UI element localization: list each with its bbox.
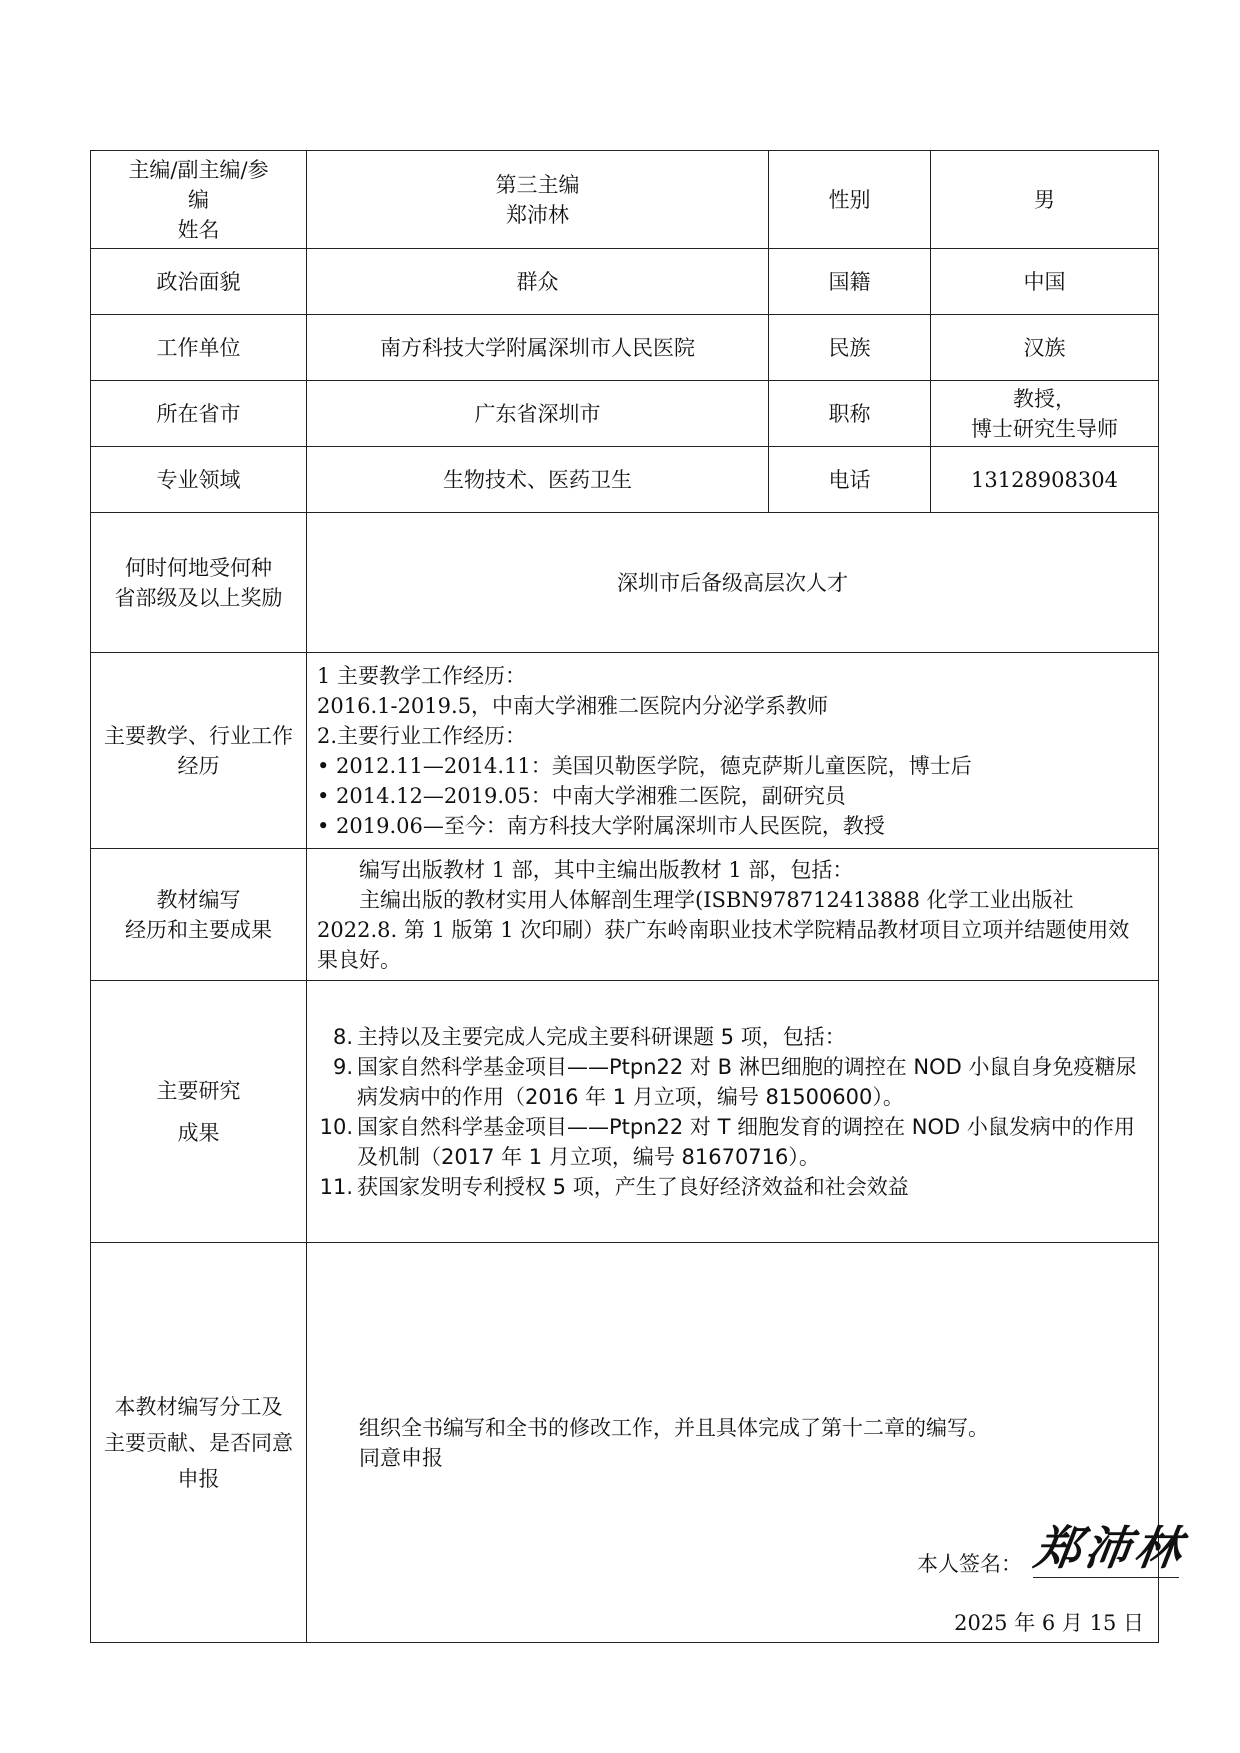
nationality-value: 中国 [931, 249, 1159, 315]
experience-line: • 2019.06—至今：南方科技大学附属深圳市人民医院，教授 [317, 813, 885, 838]
textbook-para: 编写出版教材 1 部，其中主编出版教材 1 部，包括： [359, 857, 854, 882]
signature-label: 本人签名： [917, 1552, 1022, 1576]
work-label: 工作单位 [91, 315, 307, 381]
row-name [91, 151, 1159, 249]
awards-label: 何时何地受何种 省部级及以上奖励 [91, 513, 307, 653]
work-value: 南方科技大学附属深圳市人民医院 [307, 315, 769, 381]
row-politics [91, 249, 1159, 315]
research-item: 9. 国家自然科学基金项目——Ptpn22 对 B 淋巴细胞的调控在 NOD 小鼠自身免疫糖尿病发病中的作用（2016 年 1 月立项，编号 81500600）。 [332, 1054, 1137, 1109]
title-label: 职称 [769, 381, 931, 447]
research-content [307, 981, 1159, 1243]
contribution-label: 本教材编写分工及 主要贡献、是否同意 申报 [91, 1243, 307, 1643]
politics-value: 群众 [307, 249, 769, 315]
row-field [91, 447, 1159, 513]
experience-line: • 2012.11—2014.11：美国贝勒医学院，德克萨斯儿童医院，博士后 [317, 753, 972, 778]
politics-label: 政治面貌 [91, 249, 307, 315]
province-value: 广东省深圳市 [307, 381, 769, 447]
research-item: 10. 国家自然科学基金项目——Ptpn22 对 T 细胞发育的调控在 NOD 小鼠发病中的作用及机制（2017 年 1 月立项，编号 81670716）。 [319, 1114, 1135, 1169]
gender-value: 男 [931, 151, 1159, 249]
experience-label: 主要教学、行业工作 经历 [91, 653, 307, 849]
signature-block [917, 1521, 1197, 1581]
field-value: 生物技术、医药卫生 [307, 447, 769, 513]
contribution-content [307, 1243, 1189, 1643]
experience-line: 1 主要教学工作经历： [317, 663, 527, 688]
research-item: 11. 获国家发明专利授权 5 项，产生了良好经济效益和社会效益 [319, 1174, 909, 1199]
row-contribution [91, 1243, 1159, 1643]
phone-label: 电话 [769, 447, 931, 513]
row-textbook [91, 849, 1159, 981]
sign-date: 2025 年 6 月 15 日 [954, 1611, 1144, 1635]
ethnicity-value: 汉族 [931, 315, 1159, 381]
gender-label: 性别 [769, 151, 931, 249]
row-province [91, 381, 1159, 447]
contribution-para: 同意申报 [359, 1445, 443, 1470]
experience-line: 2.主要行业工作经历： [317, 723, 527, 748]
textbook-para: 主编出版的教材实用人体解剖生理学(ISBN978712413888 化学工业出版社 2022.8. 第 1 版第 1 次印刷）获广东岭南职业技术学院精品教材项目立项并结题使用效果良好。 [317, 887, 1130, 972]
research-label: 主要研究 成果 [91, 981, 307, 1243]
experience-content [307, 653, 1159, 849]
name-value: 第三主编 郑沛林 [307, 151, 769, 249]
title-value: 教授， 博士研究生导师 [931, 381, 1159, 447]
application-form [90, 150, 1189, 1643]
experience-line: 2016.1-2019.5，中南大学湘雅二医院内分泌学系教师 [317, 693, 829, 718]
name-label: 主编/副主编/参 编 姓名 [91, 151, 307, 249]
handwritten-signature: 郑沛林 [1031, 1521, 1189, 1575]
row-awards [91, 513, 1159, 653]
contribution-para: 组织全书编写和全书的修改工作，并且具体完成了第十二章的编写。 [359, 1415, 989, 1440]
awards-value: 深圳市后备级高层次人才 [307, 513, 1159, 653]
phone-value: 13128908304 [931, 447, 1159, 513]
row-work [91, 315, 1159, 381]
row-experience [91, 653, 1159, 849]
research-item: 8. 主持以及主要完成人完成主要科研课题 5 项，包括： [332, 1024, 846, 1049]
province-label: 所在省市 [91, 381, 307, 447]
ethnicity-label: 民族 [769, 315, 931, 381]
nationality-label: 国籍 [769, 249, 931, 315]
experience-line: • 2014.12—2019.05：中南大学湘雅二医院，副研究员 [317, 783, 846, 808]
textbook-label: 教材编写 经历和主要成果 [91, 849, 307, 981]
signature-underline [1033, 1577, 1179, 1578]
row-research [91, 981, 1159, 1243]
textbook-content [307, 849, 1159, 981]
field-label: 专业领域 [91, 447, 307, 513]
